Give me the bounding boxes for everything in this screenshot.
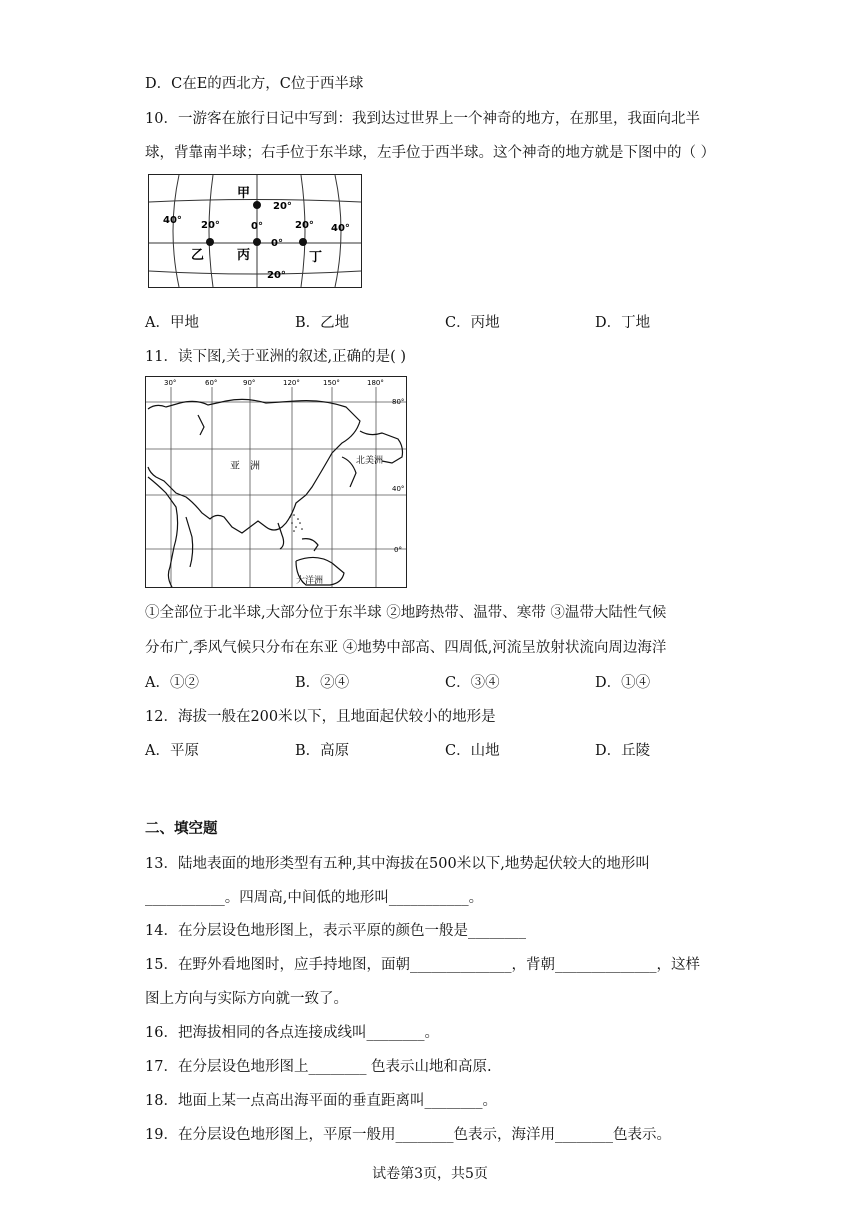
label-bing: 丙 <box>237 248 251 263</box>
q10-option-b[interactable]: B．乙地 <box>295 315 350 331</box>
q12-option-c[interactable]: C．山地 <box>445 743 500 759</box>
q10-grid-svg <box>149 175 361 287</box>
q15-line2: 图上方向与实际方向就一致了。 <box>145 991 348 1007</box>
lat-40: 40° <box>392 485 405 493</box>
lon-30: 30° <box>164 379 177 387</box>
deg-lon-left-40: 40° <box>163 215 182 226</box>
deg-lon-zero-top: 0° <box>251 221 263 232</box>
lat-80: 80° <box>392 398 405 406</box>
q11-option-b[interactable]: B．②④ <box>295 675 350 691</box>
q11-option-a[interactable]: A．①② <box>145 675 199 691</box>
q10-option-c[interactable]: C．丙地 <box>445 315 500 331</box>
q19: 19．在分层设色地形图上，平原一般用________色表示，海洋用________色表示。 <box>145 1127 671 1143</box>
q11-map-svg <box>146 377 406 587</box>
q10-option-a[interactable]: A．甲地 <box>145 315 199 331</box>
lon-180: 180° <box>367 379 384 387</box>
q10-grid-figure <box>148 174 362 288</box>
q13-line2: ___________。四周高,中间低的地形叫___________。 <box>145 890 484 906</box>
deg-lat-top: 20° <box>273 201 292 212</box>
q12-stem: 12．海拔一般在200米以下，且地面起伏较小的地形是 <box>145 709 496 725</box>
q11-option-d[interactable]: D．①④ <box>595 675 651 691</box>
point-jia <box>253 201 261 209</box>
q12-option-b[interactable]: B．高原 <box>295 743 350 759</box>
label-oceania: 大洋洲 <box>296 576 324 586</box>
q11-statements-line1: ①全部位于北半球,大部分位于东半球 ②地跨热带、温带、寒带 ③温带大陆性气候 <box>145 605 667 621</box>
label-asia: 亚 洲 <box>230 461 260 472</box>
q11-stem: 11．读下图,关于亚洲的叙述,正确的是( ) <box>145 349 407 365</box>
deg-lon-left-20: 20° <box>201 220 220 231</box>
deg-lon-zero-mid: 0° <box>271 238 283 249</box>
q11-option-c[interactable]: C．③④ <box>445 675 500 691</box>
lat-0: 0° <box>394 546 402 554</box>
q11-statements-line2: 分布广,季风气候只分布在东亚 ④地势中部高、四周低,河流呈放射状流向周边海洋 <box>145 640 667 656</box>
q12-option-d[interactable]: D．丘陵 <box>595 743 651 759</box>
q14: 14．在分层设色地形图上，表示平原的颜色一般是________ <box>145 923 526 939</box>
lon-60: 60° <box>205 379 218 387</box>
lon-150: 150° <box>323 379 340 387</box>
q13-line1: 13．陆地表面的地形类型有五种,其中海拔在500米以下,地势起伏较大的地形叫 <box>145 856 650 872</box>
point-yi <box>206 238 214 246</box>
deg-lon-right-40: 40° <box>331 223 350 234</box>
label-jia: 甲 <box>237 186 251 201</box>
deg-lat-bottom: 20° <box>267 270 286 281</box>
lon-120: 120° <box>283 379 300 387</box>
label-ding: 丁 <box>309 250 323 265</box>
deg-lon-right-20: 20° <box>295 220 314 231</box>
q11-asia-map <box>145 376 407 588</box>
q10-stem-line1: 10．一游客在旅行日记中写到：我到达过世界上一个神奇的地方，在那里，我面向北半 <box>145 111 700 127</box>
q15-line1: 15．在野外看地图时，应手持地图，面朝______________，背朝______________，这样 <box>145 957 700 973</box>
page-footer: 试卷第3页，共5页 <box>372 1166 488 1182</box>
q12-option-a[interactable]: A．平原 <box>145 743 199 759</box>
point-ding <box>299 238 307 246</box>
point-bing <box>253 238 261 246</box>
label-yi: 乙 <box>191 248 205 263</box>
q17: 17．在分层设色地形图上________ 色表示山地和高原. <box>145 1059 492 1075</box>
section-title-fill-in: 二、填空题 <box>145 821 218 837</box>
q9-option-d: D．C在E的西北方，C位于西半球 <box>145 76 364 92</box>
label-north-america: 北美洲 <box>356 456 384 466</box>
q16: 16．把海拔相同的各点连接成线叫________。 <box>145 1025 439 1041</box>
lon-90: 90° <box>243 379 256 387</box>
q10-option-d[interactable]: D．丁地 <box>595 315 651 331</box>
q18: 18．地面上某一点高出海平面的垂直距离叫________。 <box>145 1093 497 1109</box>
q10-stem-line2: 球，背靠南半球；右手位于东半球，左手位于西半球。这个神奇的地方就是下图中的（ ） <box>145 145 716 161</box>
